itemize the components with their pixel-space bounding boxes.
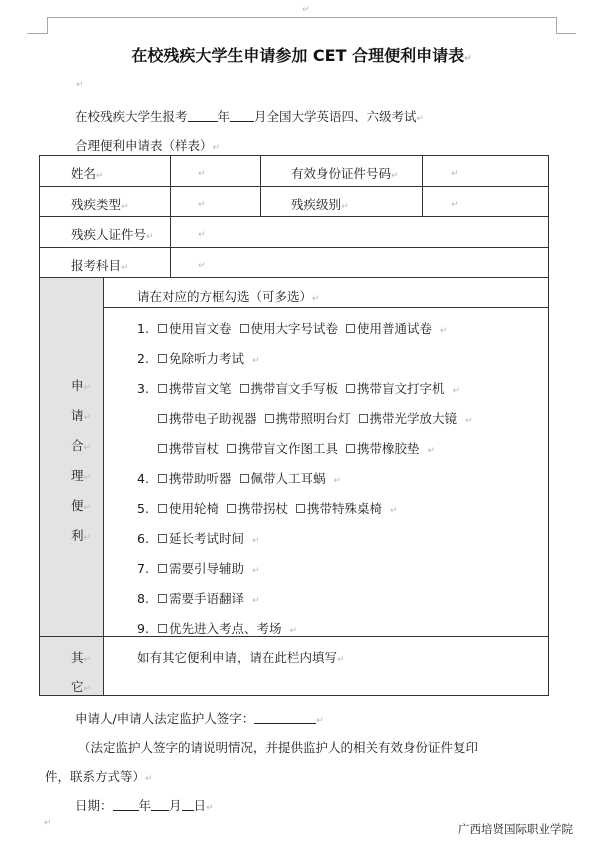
intro-line-2 bbox=[75, 136, 220, 154]
paragraph-mark: ↵ bbox=[83, 473, 92, 483]
accommodation-item bbox=[137, 589, 260, 607]
item-number: 5. bbox=[137, 501, 149, 516]
accommodation-option[interactable] bbox=[240, 379, 339, 397]
checkbox[interactable] bbox=[240, 474, 249, 483]
accommodation-item bbox=[137, 529, 260, 547]
signature-label: 申请人/申请人法定监护人签字： bbox=[75, 711, 255, 726]
checkbox[interactable] bbox=[158, 414, 167, 423]
document-title bbox=[0, 43, 603, 66]
accommodation-option[interactable] bbox=[240, 319, 339, 337]
apply-instruction-text: 请在对应的方框勾选（可多选） bbox=[137, 289, 313, 304]
option-label: 携带盲文打字机 bbox=[357, 381, 445, 396]
name-label-text: 姓名 bbox=[71, 166, 97, 181]
option-label: 使用盲文卷 bbox=[169, 321, 232, 336]
paragraph-mark: ↵ bbox=[252, 566, 260, 576]
option-label: 携带特殊桌椅 bbox=[307, 501, 383, 516]
signature-blank[interactable] bbox=[254, 711, 316, 724]
apply-label-char bbox=[71, 496, 91, 514]
apply-label-char bbox=[71, 466, 91, 484]
paragraph-mark: ↵ bbox=[212, 143, 221, 153]
option-label: 使用普通试卷 bbox=[357, 321, 433, 336]
guardian-note-line-2 bbox=[45, 767, 153, 785]
accommodation-option[interactable] bbox=[346, 439, 420, 457]
month-blank[interactable] bbox=[230, 109, 254, 122]
guardian-note-text-1: （法定监护人签字的请说明情况，并提供监护人的相关有效身份证件复印 bbox=[78, 740, 479, 755]
disability-certificate-field[interactable] bbox=[198, 225, 206, 240]
item-number: 8. bbox=[137, 591, 149, 606]
apply-label-background bbox=[40, 278, 103, 636]
checkbox[interactable] bbox=[158, 444, 167, 453]
checkbox[interactable] bbox=[158, 384, 167, 393]
option-label: 携带盲文作图工具 bbox=[238, 441, 339, 456]
option-label: 携带助听器 bbox=[169, 471, 232, 486]
paragraph-mark: ↵ bbox=[391, 171, 399, 181]
disability-certificate-label-text: 残疾人证件号 bbox=[71, 227, 147, 242]
header-rule bbox=[47, 17, 557, 18]
checkbox[interactable] bbox=[158, 534, 167, 543]
other-label-char bbox=[71, 648, 91, 666]
paragraph-mark: ↵ bbox=[252, 596, 260, 606]
checkbox[interactable] bbox=[359, 414, 368, 423]
accommodation-item bbox=[137, 619, 297, 637]
paragraph-mark: ↵ bbox=[83, 684, 92, 694]
item-number: 3. bbox=[137, 381, 149, 396]
disability-level-label bbox=[291, 195, 349, 213]
guardian-note-text-2: 件，联系方式等） bbox=[45, 769, 146, 784]
document-title-text: 在校残疾大学生申请参加 CET 合理便利申请表 bbox=[131, 46, 465, 65]
accommodation-option[interactable] bbox=[359, 409, 458, 427]
accommodation-option[interactable] bbox=[346, 379, 445, 397]
signature-line bbox=[75, 709, 324, 727]
paragraph-mark: ↵ bbox=[83, 383, 92, 393]
col-divider bbox=[422, 155, 423, 217]
checkbox[interactable] bbox=[158, 324, 167, 333]
table-border-right bbox=[548, 155, 549, 696]
paragraph-mark: ↵ bbox=[333, 476, 342, 486]
other-label-char-text: 它 bbox=[71, 679, 84, 694]
id-number-label bbox=[291, 164, 399, 182]
option-label: 携带盲文手写板 bbox=[250, 381, 339, 396]
paragraph-mark: ↵ bbox=[252, 536, 260, 546]
accommodation-option[interactable] bbox=[158, 379, 232, 397]
item-number: 1. bbox=[137, 321, 149, 336]
accommodation-option[interactable] bbox=[158, 439, 219, 457]
accommodation-option[interactable] bbox=[158, 589, 244, 607]
accommodation-option[interactable] bbox=[158, 529, 244, 547]
header-margin-right-vertical bbox=[556, 17, 557, 34]
accommodation-item bbox=[137, 319, 448, 337]
accommodation-item bbox=[137, 499, 398, 517]
intro-form-name: 合理便利申请表（样表） bbox=[75, 138, 213, 153]
paragraph-mark: ↵ bbox=[452, 386, 461, 396]
paragraph-mark: ↵ bbox=[83, 503, 92, 513]
institution-name: 广西培贤国际职业学院 bbox=[458, 822, 573, 836]
paragraph-mark: ↵ bbox=[312, 294, 320, 304]
option-label: 携带盲文笔 bbox=[169, 381, 232, 396]
row-divider bbox=[39, 277, 549, 278]
name-field[interactable] bbox=[198, 164, 206, 179]
apply-label-char bbox=[71, 436, 91, 454]
checkbox[interactable] bbox=[346, 384, 355, 393]
col-divider bbox=[103, 277, 104, 696]
disability-type-field[interactable] bbox=[198, 195, 206, 210]
accommodation-item bbox=[137, 559, 260, 577]
checkbox[interactable] bbox=[265, 414, 274, 423]
intro-year-label: 年 bbox=[217, 109, 231, 124]
paragraph-mark: ↵ bbox=[198, 261, 206, 271]
option-label: 携带光学放大镜 bbox=[369, 411, 458, 426]
accommodation-item bbox=[137, 469, 341, 487]
paragraph-mark: ↵ bbox=[145, 774, 153, 784]
checkbox[interactable] bbox=[158, 624, 167, 633]
paragraph-mark: ↵ bbox=[44, 818, 52, 828]
disability-type-label bbox=[71, 195, 129, 213]
paragraph-mark: ↵ bbox=[83, 533, 92, 543]
option-label: 需要手语翻译 bbox=[169, 591, 245, 606]
apply-label-char bbox=[71, 406, 91, 424]
date-day-blank[interactable] bbox=[182, 798, 194, 811]
accommodation-option[interactable] bbox=[158, 319, 232, 337]
paragraph-mark: ↵ bbox=[121, 263, 129, 273]
accommodation-option[interactable] bbox=[158, 469, 232, 487]
disability-certificate-label bbox=[71, 225, 154, 243]
paragraph-mark: ↵ bbox=[451, 169, 459, 179]
option-label: 使用大字号试卷 bbox=[250, 321, 339, 336]
intro-suffix: 月全国大学英语四、六级考试 bbox=[254, 109, 417, 124]
item-number: 9. bbox=[137, 621, 149, 636]
disability-type-label-text: 残疾类型 bbox=[71, 197, 122, 212]
date-label: 日期： bbox=[75, 798, 113, 813]
accommodation-option[interactable] bbox=[158, 619, 282, 637]
apply-label-char bbox=[71, 526, 91, 544]
checkbox[interactable] bbox=[158, 594, 167, 603]
apply-label-char-text: 便 bbox=[71, 498, 84, 513]
other-label-char-text: 其 bbox=[71, 650, 84, 665]
paragraph-mark: ↵ bbox=[416, 114, 425, 124]
item-number: 2. bbox=[137, 351, 149, 366]
accommodation-option[interactable] bbox=[227, 499, 288, 517]
option-label: 携带照明台灯 bbox=[275, 411, 351, 426]
accommodation-item bbox=[137, 409, 473, 427]
date-year-label: 年 bbox=[138, 798, 152, 813]
subject-label-text: 报考科目 bbox=[71, 258, 122, 273]
accommodation-item bbox=[137, 349, 260, 367]
date-line bbox=[75, 796, 214, 814]
option-label: 使用轮椅 bbox=[169, 501, 220, 516]
date-month-label: 月 bbox=[169, 798, 182, 813]
paragraph-mark: ↵ bbox=[83, 655, 92, 665]
item-number: 6. bbox=[137, 531, 149, 546]
date-year-blank[interactable] bbox=[113, 798, 139, 811]
checkbox[interactable] bbox=[227, 444, 236, 453]
paragraph-mark: ↵ bbox=[465, 416, 473, 426]
row-divider bbox=[39, 186, 549, 187]
checkbox[interactable] bbox=[227, 504, 236, 513]
table-border-bottom bbox=[39, 695, 549, 696]
paragraph-mark: ↵ bbox=[390, 506, 398, 516]
checkbox[interactable] bbox=[158, 564, 167, 573]
paragraph-mark: ↵ bbox=[121, 202, 129, 212]
checkbox[interactable] bbox=[158, 504, 167, 513]
option-label: 携带橡胶垫 bbox=[357, 441, 420, 456]
guardian-note-line-1 bbox=[78, 738, 478, 756]
id-number-label-text: 有效身份证件号码 bbox=[291, 166, 392, 181]
paragraph-mark: ↵ bbox=[451, 200, 459, 210]
apply-label-char-text: 申 bbox=[71, 378, 84, 393]
name-label bbox=[71, 164, 104, 182]
option-label: 携带盲杖 bbox=[169, 441, 220, 456]
option-label: 需要引导辅助 bbox=[169, 561, 245, 576]
header-margin-left-vertical bbox=[47, 17, 48, 34]
accommodation-option[interactable] bbox=[158, 409, 257, 427]
item-number: 7. bbox=[137, 561, 149, 576]
date-month-blank[interactable] bbox=[151, 798, 169, 811]
paragraph-mark: ↵ bbox=[198, 200, 206, 210]
other-requests-text: 如有其它便利申请，请在此栏内填写 bbox=[137, 650, 338, 665]
date-day-label: 日 bbox=[193, 798, 207, 813]
subject-field[interactable] bbox=[198, 256, 206, 271]
paragraph-mark: ↵ bbox=[206, 803, 214, 813]
paragraph-mark: ↵ bbox=[146, 232, 154, 242]
item-number: 4. bbox=[137, 471, 149, 486]
table-border-left bbox=[39, 155, 40, 696]
paragraph-mark: ↵ bbox=[83, 443, 92, 453]
accommodation-option[interactable] bbox=[265, 409, 351, 427]
paragraph-mark: ↵ bbox=[440, 326, 448, 336]
accommodation-option[interactable] bbox=[158, 349, 244, 367]
checkbox[interactable] bbox=[240, 384, 249, 393]
checkbox[interactable] bbox=[346, 324, 355, 333]
accommodation-item bbox=[137, 439, 435, 457]
paragraph-mark: ↵ bbox=[316, 716, 324, 726]
subject-label bbox=[71, 256, 129, 274]
accommodation-option[interactable] bbox=[240, 469, 326, 487]
table-border-top bbox=[39, 155, 549, 156]
option-label: 携带电子助视器 bbox=[169, 411, 257, 426]
row-divider bbox=[39, 216, 549, 217]
accommodation-option[interactable] bbox=[158, 499, 219, 517]
option-label: 优先进入考点、考场 bbox=[169, 621, 282, 636]
paragraph-mark: ↵ bbox=[198, 169, 206, 179]
accommodation-option[interactable] bbox=[346, 319, 432, 337]
paragraph-mark: ↵ bbox=[427, 446, 436, 456]
checkbox[interactable] bbox=[158, 354, 167, 363]
header-margin-left-horizontal bbox=[27, 33, 47, 34]
intro-prefix: 在校残疾大学生报考 bbox=[75, 109, 188, 124]
other-requests-field[interactable] bbox=[137, 648, 345, 666]
checkbox[interactable] bbox=[158, 474, 167, 483]
accommodation-option[interactable] bbox=[158, 559, 244, 577]
option-label: 延长考试时间 bbox=[169, 531, 245, 546]
row-divider bbox=[39, 247, 549, 248]
other-label-char bbox=[71, 677, 91, 695]
checkbox[interactable] bbox=[346, 444, 355, 453]
option-label: 佩带人工耳蜗 bbox=[250, 471, 326, 486]
apply-label-char-text: 理 bbox=[71, 468, 84, 483]
header-paragraph-mark: ↵ bbox=[302, 5, 310, 15]
accommodation-item bbox=[137, 379, 460, 397]
apply-label-char-text: 利 bbox=[71, 528, 84, 543]
intro-line-1 bbox=[75, 107, 424, 125]
option-label: 携带拐杖 bbox=[238, 501, 289, 516]
apply-instruction bbox=[137, 287, 320, 305]
checkbox[interactable] bbox=[240, 324, 249, 333]
paragraph-mark: ↵ bbox=[289, 626, 298, 636]
option-label: 免除听力考试 bbox=[169, 351, 245, 366]
header-margin-right-horizontal bbox=[556, 33, 576, 34]
apply-label-char-text: 合 bbox=[71, 438, 84, 453]
paragraph-mark: ↵ bbox=[76, 80, 84, 90]
paragraph-mark: ↵ bbox=[252, 356, 260, 366]
accommodation-option[interactable] bbox=[296, 499, 382, 517]
paragraph-mark: ↵ bbox=[96, 171, 104, 181]
paragraph-mark: ↵ bbox=[198, 230, 206, 240]
year-blank[interactable] bbox=[188, 109, 218, 122]
disability-level-label-text: 残疾级别 bbox=[291, 197, 342, 212]
col-divider bbox=[260, 155, 261, 217]
paragraph-mark: ↵ bbox=[337, 655, 345, 665]
disability-level-field[interactable] bbox=[451, 195, 459, 210]
accommodation-option[interactable] bbox=[227, 439, 338, 457]
row-divider bbox=[103, 307, 549, 308]
apply-label-char bbox=[71, 376, 91, 394]
checkbox[interactable] bbox=[296, 504, 305, 513]
col-divider bbox=[170, 155, 171, 278]
apply-label-char-text: 请 bbox=[71, 408, 84, 423]
paragraph-mark: ↵ bbox=[464, 54, 472, 64]
id-number-field[interactable] bbox=[451, 164, 459, 179]
paragraph-mark: ↵ bbox=[341, 202, 349, 212]
paragraph-mark: ↵ bbox=[83, 413, 92, 423]
